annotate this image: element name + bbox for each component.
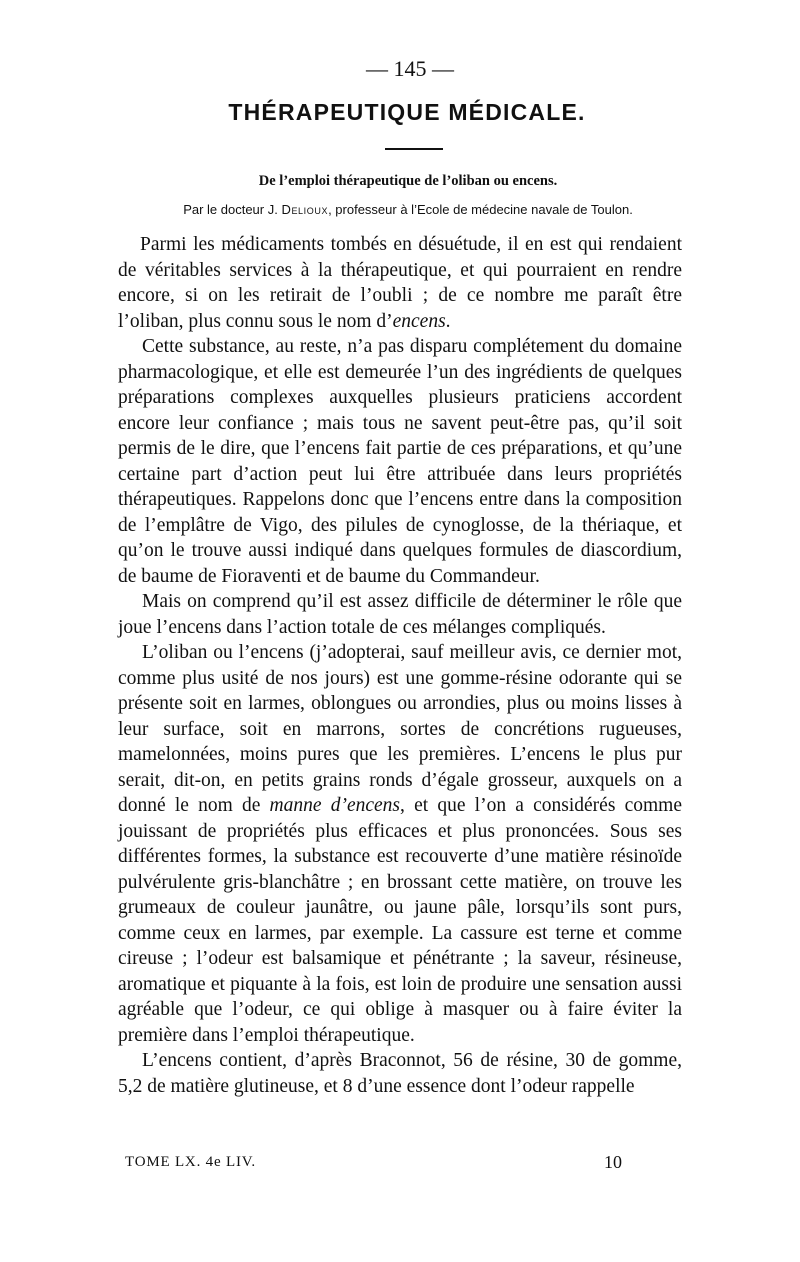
page-footer — [125, 1152, 622, 1172]
paragraph — [118, 589, 682, 640]
paragraph-text: Mais on comprend qu’il est assez difficile de déterminer le rôle que joue l’encens dans l’action totale de ces mélanges compliqués. — [118, 591, 682, 638]
emphasis-term: manne d’encens — [269, 795, 401, 816]
paragraph — [118, 1048, 682, 1099]
paragraph — [118, 334, 682, 589]
paragraph — [118, 232, 682, 334]
paragraph-text: Cette substance, au reste, n’a pas disparu complétement du domaine pharmacologique, et elle est demeurée l’un des ingrédients de quelques préparations complexes auxquelles plusieurs praticiens accordent encore leur confiance ; mais tous ne savent peut-être pas, qu’il soit permis de le dire, que l’encens fait partie de ces préparations, et qu’une certaine part d’action peut lui être attribuée dans leurs propriétés thérapeutiques. Rappelons donc que l’encens entre dans la composition de l’emplâtre de Vigo, des pilules de cynoglosse, de la thériaque, et qu’on le trouve aussi indiqué dans quelques formules de diascordium, de baume de Fioraventi et de baume du Commandeur. — [118, 336, 682, 587]
section-title: THÉRAPEUTIQUE MÉDICALE. — [228, 99, 586, 125]
title-divider — [385, 148, 443, 150]
page-number: — 145 — — [366, 56, 454, 81]
paragraph-text: L’encens contient, d’après Braconnot, 56 de résine, 30 de gomme, 5,2 de matière glutineuse, et 8 d’une essence dont l’odeur rappelle — [118, 1050, 682, 1097]
article-byline — [134, 201, 682, 218]
paragraph — [118, 640, 682, 1048]
article-body — [118, 232, 682, 1099]
paragraph-text: , et que l’on a considérés comme jouissant de propriétés plus efficaces et plus prononcées. Sous ses différentes formes, la substance est recouverte d’une matière résinoïde pulvérulente gris-blanchâtre ; en brossant cette matière, on trouve les grumeaux de couleur jaunâtre, ou jaune pâle, lorsqu’ils sont purs, comme ceux en larmes, par exemple. La cassure est terne et comme cireuse ; l’odeur est balsamique et pénétrante ; la saveur, résineuse, aromatique et piquante à la fois, est loin de produire une sensation aussi agréable que l’odeur, ce qui oblige à masquer ou à faire éviter la première dans l’emploi thérapeutique. — [118, 795, 682, 1046]
sheet-number: 10 — [604, 1152, 622, 1172]
volume-signature: TOME LX. 4e LIV. — [125, 1154, 256, 1170]
paragraph-text: . — [445, 310, 451, 332]
emphasis-term: encens — [392, 310, 446, 332]
byline-author-name: Delioux — [281, 202, 329, 217]
paragraph-text: L’oliban ou l’encens (j’adopterai, sauf meilleur avis, ce dernier mot, comme plus usité de nos jours) est une gomme-résine odorante qui se présente soit en larmes, oblongues ou arrondies, plus ou moins lisses à leur surface, soit en marrons, sortes de concrétions rugueuses, mamelonnées, moins pures que les premières. L’encens le plus pur serait, dit-on, en petits grains ronds d’égale grosseur, auxquels on a donné le nom de — [118, 642, 682, 816]
paragraph-text: Parmi les médicaments tombés en désuétude, il en est qui rendaient de véritables services à la thérapeutique, et qui pourraient en rendre encore, si on les retirait de l’oubli ; de ce nombre me paraît être l’oliban, plus connu sous le nom d’ — [118, 234, 682, 332]
byline-prefix: Par le docteur J. — [183, 202, 282, 217]
article-title: De l’emploi thérapeutique de l’oliban ou encens. — [258, 173, 558, 189]
byline-suffix: , professeur à l’Ecole de médecine navale de Toulon. — [328, 202, 633, 217]
